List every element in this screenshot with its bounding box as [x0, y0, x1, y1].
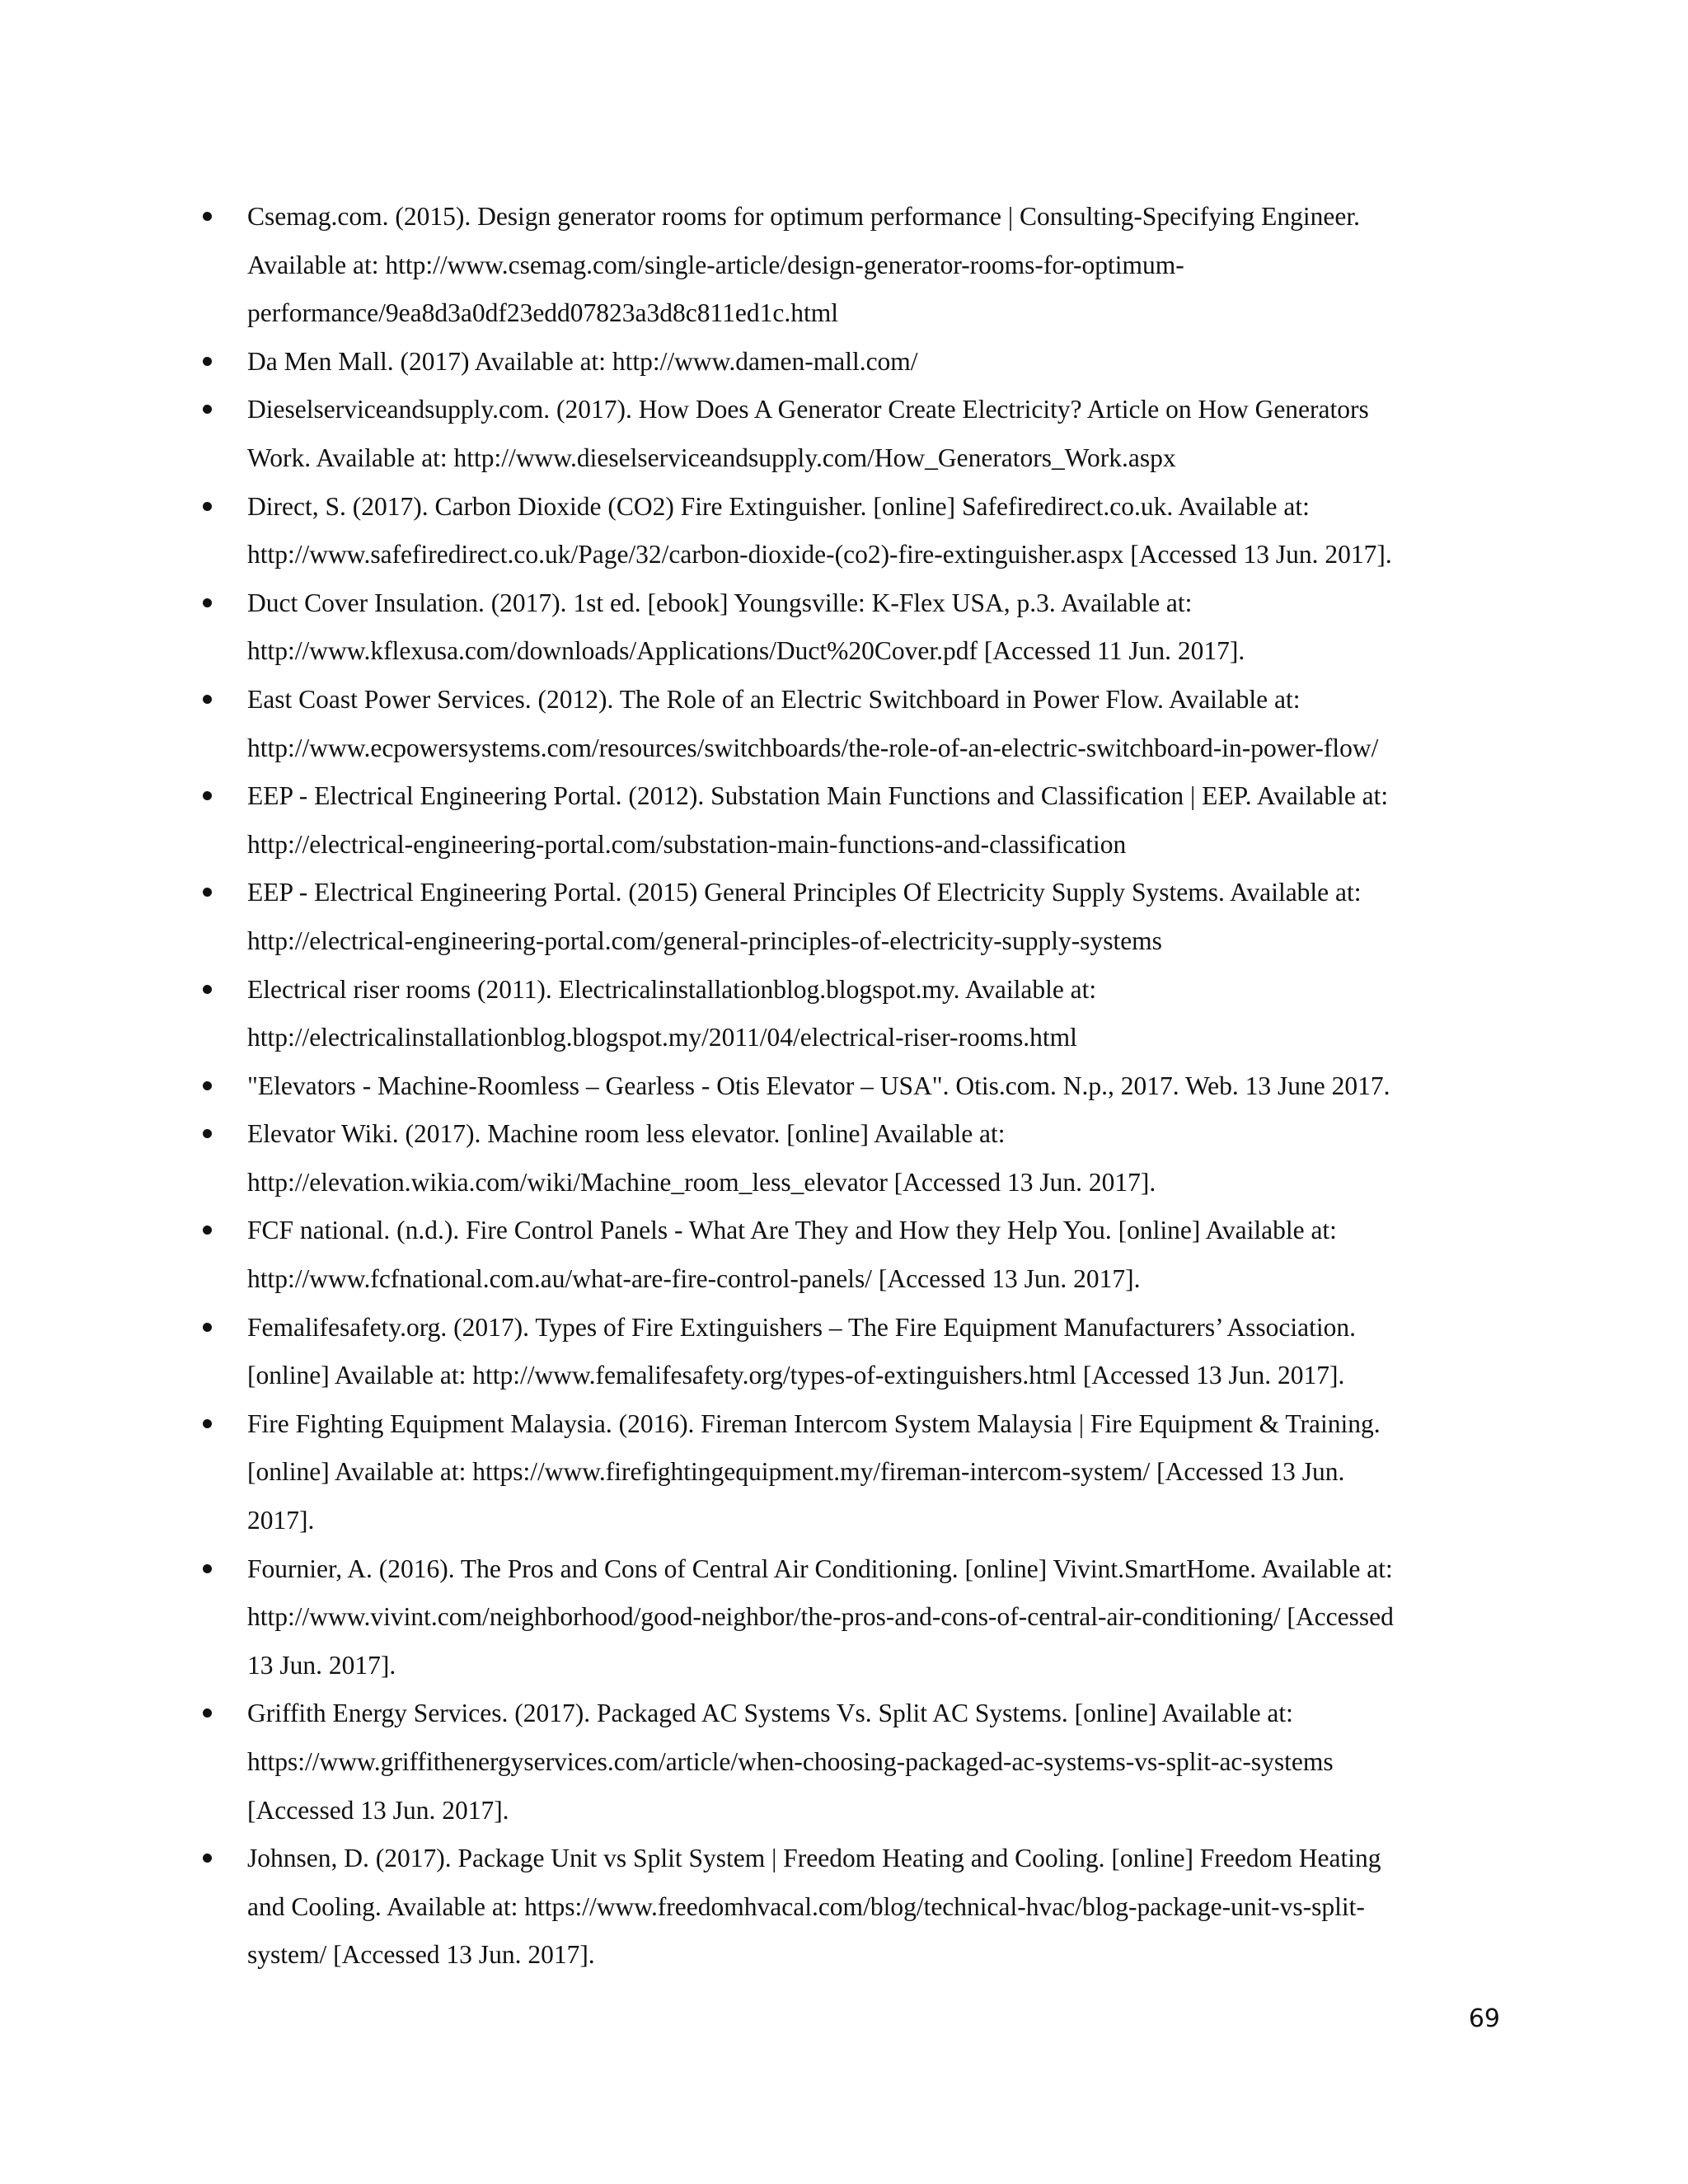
reference-line: Johnsen, D. (2017). Package Unit vs Split System | Freedom Heating and Cooling. [online] Freedom Heating	[247, 1844, 1381, 1873]
reference-text	[247, 676, 1484, 772]
bullet-icon	[203, 1081, 212, 1090]
reference-line: [online] Available at: http://www.femalifesafety.org/types-of-extinguishers.html [Accessed 13 Jun. 2017].	[247, 1361, 1345, 1390]
reference-line: Elevator Wiki. (2017). Machine room less elevator. [online] Available at:	[247, 1119, 1006, 1149]
reference-text	[247, 483, 1484, 579]
reference-text	[247, 1304, 1484, 1400]
reference-item	[247, 1835, 1484, 1980]
reference-text	[247, 338, 1484, 387]
reference-text	[247, 1400, 1484, 1545]
reference-item	[247, 966, 1484, 1062]
reference-item	[247, 1400, 1484, 1545]
reference-line: Work. Available at: http://www.dieselserviceandsupply.com/How_Generators_Work.aspx	[247, 443, 1176, 472]
reference-line: Fournier, A. (2016). The Pros and Cons of Central Air Conditioning. [online] Vivint.SmartHome. Available at:	[247, 1554, 1393, 1583]
reference-line: http://electrical-engineering-portal.com/general-principles-of-electricity-supply-systems	[247, 926, 1162, 955]
reference-item	[247, 772, 1484, 869]
reference-item	[247, 193, 1484, 338]
reference-line: https://www.griffithenergyservices.com/article/when-choosing-packaged-ac-systems-vs-split-ac-systems	[247, 1747, 1334, 1776]
reference-line: Electrical riser rooms (2011). Electricalinstallationblog.blogspot.my. Available at:	[247, 974, 1097, 1004]
reference-line: http://electrical-engineering-portal.com/substation-main-functions-and-classification	[247, 829, 1127, 859]
reference-line: and Cooling. Available at: https://www.freedomhvacal.com/blog/technical-hvac/blog-package-unit-vs-split-	[247, 1891, 1365, 1921]
reference-item	[247, 1207, 1484, 1303]
reference-text	[247, 193, 1484, 338]
reference-item	[247, 1304, 1484, 1400]
bullet-icon	[203, 405, 212, 414]
bullet-icon	[203, 1708, 212, 1718]
reference-item	[247, 676, 1484, 772]
reference-item	[247, 386, 1484, 482]
reference-text	[247, 772, 1484, 869]
bullet-icon	[203, 1226, 212, 1235]
reference-text	[247, 579, 1484, 676]
reference-line: Griffith Energy Services. (2017). Packaged AC Systems Vs. Split AC Systems. [online] Available at:	[247, 1699, 1293, 1728]
bullet-icon	[203, 598, 212, 607]
reference-line: http://www.fcfnational.com.au/what-are-fire-control-panels/ [Accessed 13 Jun. 2017].	[247, 1264, 1141, 1294]
reference-line: Available at: http://www.csemag.com/single-article/design-generator-rooms-for-optimum-	[247, 250, 1184, 279]
reference-line: 2017].	[247, 1506, 315, 1535]
reference-line: Dieselserviceandsupply.com. (2017). How Does A Generator Create Electricity? Article on How Generators	[247, 395, 1369, 424]
bullet-icon	[203, 1419, 212, 1428]
reference-text	[247, 1110, 1484, 1207]
reference-line: Fire Fighting Equipment Malaysia. (2016). Fireman Intercom System Malaysia | Fire Equipment & Training.	[247, 1408, 1381, 1438]
bullet-icon	[203, 791, 212, 800]
reference-item	[247, 338, 1484, 387]
reference-line: Direct, S. (2017). Carbon Dioxide (CO2) Fire Extinguisher. [online] Safefiredirect.co.uk. Available at:	[247, 491, 1310, 521]
bullet-icon	[203, 502, 212, 511]
reference-line: http://www.kflexusa.com/downloads/Applications/Duct%20Cover.pdf [Accessed 11 Jun. 2017].	[247, 636, 1245, 666]
bullet-icon	[203, 695, 212, 704]
reference-line: Csemag.com. (2015). Design generator rooms for optimum performance | Consulting-Specifying Engineer.	[247, 202, 1360, 231]
reference-line: performance/9ea8d3a0df23edd07823a3d8c811ed1c.html	[247, 298, 838, 328]
bullet-icon	[203, 1854, 212, 1863]
reference-line: http://electricalinstallationblog.blogspot.my/2011/04/electrical-riser-rooms.html	[247, 1023, 1077, 1052]
reference-line: http://www.safefiredirect.co.uk/Page/32/carbon-dioxide-(co2)-fire-extinguisher.aspx [Accessed 13 Jun. 2017].	[247, 540, 1392, 569]
reference-item	[247, 1062, 1484, 1111]
bullet-icon	[203, 888, 212, 897]
reference-item	[247, 1545, 1484, 1690]
reference-line: "Elevators - Machine-Roomless – Gearless - Otis Elevator – USA". Otis.com. N.p., 2017. Web. 13 June 2017.	[247, 1071, 1390, 1100]
bullet-icon	[203, 212, 212, 221]
reference-line: system/ [Accessed 13 Jun. 2017].	[247, 1940, 595, 1970]
reference-line: http://www.vivint.com/neighborhood/good-neighbor/the-pros-and-cons-of-central-air-conditioning/ [Accessed	[247, 1602, 1394, 1632]
reference-text	[247, 1835, 1484, 1980]
reference-line: 13 Jun. 2017].	[247, 1650, 396, 1680]
reference-line: Da Men Mall. (2017) Available at: http://www.damen-mall.com/	[247, 346, 918, 376]
bullet-icon	[203, 985, 212, 994]
reference-item	[247, 579, 1484, 676]
reference-text	[247, 966, 1484, 1062]
bullet-icon	[203, 1564, 212, 1573]
reference-line: Femalifesafety.org. (2017). Types of Fire Extinguishers – The Fire Equipment Manufacturers’ Association.	[247, 1312, 1357, 1342]
reference-line: Duct Cover Insulation. (2017). 1st ed. [ebook] Youngsville: K-Flex USA, p.3. Available at:	[247, 588, 1193, 617]
reference-text	[247, 869, 1484, 965]
reference-line: http://elevation.wikia.com/wiki/Machine_room_less_elevator [Accessed 13 Jun. 2017].	[247, 1167, 1156, 1197]
reference-text	[247, 1062, 1484, 1111]
reference-item	[247, 483, 1484, 579]
reference-line: EEP - Electrical Engineering Portal. (2012). Substation Main Functions and Classification | EEP. Available at:	[247, 781, 1389, 811]
reference-line: http://www.ecpowersystems.com/resources/switchboards/the-role-of-an-electric-switchboard-in-power-flow/	[247, 733, 1379, 762]
reference-text	[247, 1690, 1484, 1835]
bullet-icon	[203, 1129, 212, 1138]
reference-item	[247, 1690, 1484, 1835]
bullet-icon	[203, 1323, 212, 1332]
reference-line: FCF national. (n.d.). Fire Control Panels - What Are They and How they Help You. [online] Available at:	[247, 1216, 1337, 1245]
reference-line: EEP - Electrical Engineering Portal. (2015) General Principles Of Electricity Supply Systems. Available at:	[247, 878, 1362, 907]
bullet-icon	[203, 357, 212, 366]
reference-text	[247, 1207, 1484, 1303]
reference-line: [Accessed 13 Jun. 2017].	[247, 1795, 509, 1825]
reference-line: [online] Available at: https://www.firefightingequipment.my/fireman-intercom-system/ [Accessed 13 Jun.	[247, 1457, 1345, 1487]
reference-text	[247, 386, 1484, 482]
reference-item	[247, 869, 1484, 965]
reference-item	[247, 1110, 1484, 1207]
page-number: 69	[1468, 2004, 1500, 2033]
reference-text	[247, 1545, 1484, 1690]
reference-line: East Coast Power Services. (2012). The Role of an Electric Switchboard in Power Flow. Available at:	[247, 684, 1301, 714]
reference-list	[247, 193, 1484, 1980]
